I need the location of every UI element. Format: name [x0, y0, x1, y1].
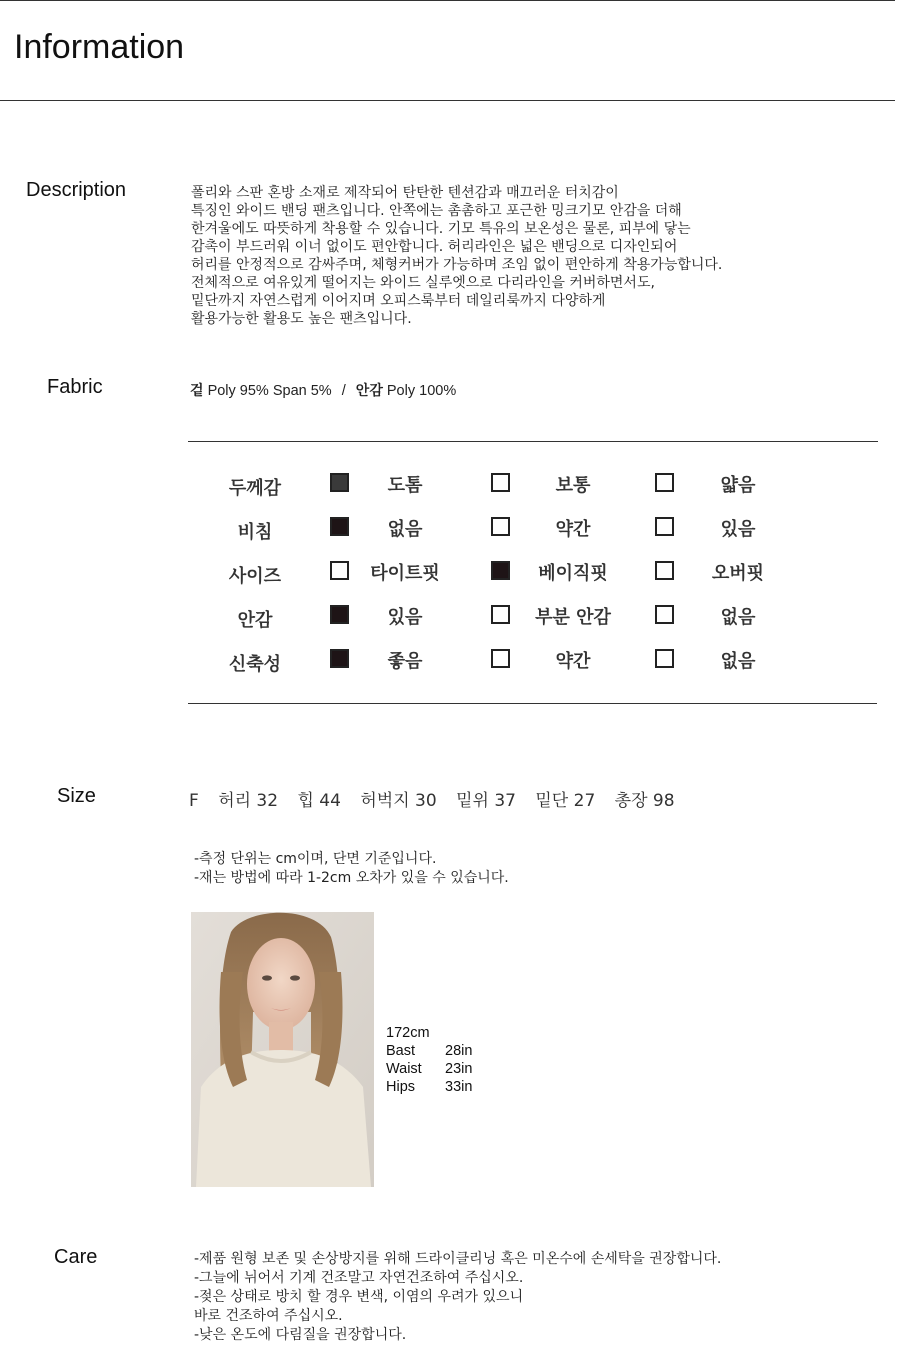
- page-title: Information: [14, 28, 185, 66]
- fabric-label: Fabric: [47, 376, 103, 398]
- spec-option-label: 타이트핏: [370, 563, 440, 584]
- spec-row-label: 안감: [237, 610, 273, 631]
- fabric-outer-value: Poly 95% Span 5%: [207, 383, 332, 399]
- spec-row-label: 신축성: [228, 654, 282, 675]
- checkbox-unchecked: [655, 517, 674, 536]
- description-line: 허리를 안정적으로 감싸주며, 체형커버가 가능하며 조임 없이 편안하게 착용가능합니다.: [191, 257, 723, 273]
- model-stat-key: Waist: [386, 1061, 422, 1077]
- checkbox-unchecked: [491, 517, 510, 536]
- spec-row-label: 사이즈: [228, 566, 282, 587]
- size-label: Size: [57, 785, 96, 807]
- care-line: 바로 건조하여 주십시오.: [194, 1308, 343, 1324]
- description-line: 활용가능한 활용도 높은 팬츠입니다.: [191, 311, 412, 327]
- title-divider: [0, 100, 895, 101]
- fabric-separator: /: [341, 383, 346, 399]
- size-measurement: 허벅지 30: [360, 791, 437, 811]
- size-note: -재는 방법에 따라 1-2cm 오차가 있을 수 있습니다.: [194, 870, 509, 886]
- care-line: -낮은 온도에 다림질을 권장합니다.: [194, 1327, 407, 1343]
- spec-row: [0, 471, 907, 501]
- spec-option-label: 도톰: [387, 475, 423, 496]
- size-measurements: [189, 786, 689, 811]
- model-stat-key: Bast: [386, 1043, 416, 1059]
- spec-row: [0, 559, 907, 589]
- description-line: 감촉이 부드러워 이너 없이도 편안합니다. 허리라인은 넓은 밴딩으로 디자인되어: [191, 239, 678, 255]
- fabric-lining-value: Poly 100%: [386, 383, 457, 399]
- model-stat-value: 28in: [445, 1043, 473, 1059]
- model-stat-key: Hips: [386, 1079, 416, 1095]
- model-stat: [386, 1078, 472, 1096]
- care-line: -그늘에 뉘어서 기계 건조말고 자연건조하여 주십시오.: [194, 1270, 524, 1286]
- description-label: Description: [26, 179, 127, 201]
- checkbox-unchecked: [491, 649, 510, 668]
- model-info: [386, 1024, 472, 1096]
- spec-option-label: 없음: [720, 607, 756, 628]
- description-text: [191, 184, 722, 328]
- spec-row: [0, 603, 907, 633]
- model-height: 172cm: [386, 1025, 430, 1041]
- care-label: Care: [54, 1246, 98, 1268]
- spec-row: [0, 647, 907, 677]
- spec-option-label: 보통: [555, 475, 591, 496]
- model-stat: [386, 1060, 472, 1078]
- spec-option-label: 약간: [555, 519, 591, 540]
- checkbox-checked: [491, 561, 510, 580]
- checkbox-unchecked: [655, 649, 674, 668]
- spec-option-label: 부분 안감: [535, 607, 611, 628]
- checkbox-unchecked: [491, 473, 510, 492]
- model-stat-value: 33in: [445, 1079, 473, 1095]
- checkbox-unchecked: [655, 561, 674, 580]
- spec-row: [0, 515, 907, 545]
- fabric-outer-label: 겉: [190, 383, 204, 399]
- checkbox-unchecked: [491, 605, 510, 624]
- checkbox-unchecked: [655, 473, 674, 492]
- description-line: 특징인 와이드 밴딩 팬츠입니다. 안쪽에는 촘촘하고 포근한 밍크기모 안감을 더해: [191, 203, 682, 219]
- spec-option-label: 있음: [387, 607, 423, 628]
- size-measurement: 총장 98: [614, 791, 675, 811]
- care-line: -제품 원형 보존 및 손상방지를 위해 드라이클리닝 혹은 미온수에 손세탁을 권장합니다.: [194, 1251, 722, 1267]
- size-measurement: 힙 44: [297, 791, 341, 811]
- checkbox-unchecked: [655, 605, 674, 624]
- size-notes: [194, 850, 509, 888]
- size-measurement: 밑위 37: [456, 791, 516, 811]
- description-line: 폴리와 스판 혼방 소재로 제작되어 탄탄한 텐션감과 매끄러운 터치감이: [191, 185, 619, 201]
- model-photo-illustration: [191, 912, 374, 1187]
- spec-row-label: 비침: [237, 522, 273, 543]
- spec-option-label: 없음: [720, 651, 756, 672]
- model-stat: [386, 1042, 472, 1060]
- spec-option-label: 좋음: [387, 651, 423, 672]
- spec-option-label: 약간: [555, 651, 591, 672]
- size-measurement: F: [189, 791, 199, 811]
- description-line: 전체적으로 여유있게 떨어지는 와이드 실루엣으로 다리라인을 커버하면서도,: [191, 275, 655, 291]
- spec-table-top-rule: [188, 441, 878, 442]
- top-border: [0, 0, 895, 1]
- size-measurement: 밑단 27: [535, 791, 596, 811]
- spec-option-label: 오버핏: [711, 563, 765, 584]
- model-photo: [191, 912, 374, 1187]
- description-line: 밑단까지 자연스럽게 이어지며 오피스룩부터 데일리룩까지 다양하게: [191, 293, 606, 309]
- size-measurement: 허리 32: [218, 791, 279, 811]
- spec-option-label: 있음: [720, 519, 756, 540]
- care-text: [194, 1250, 721, 1345]
- spec-table-bottom-rule: [188, 703, 877, 704]
- fabric-composition: [190, 380, 456, 400]
- spec-option-label: 얇음: [720, 475, 756, 496]
- description-line: 한겨울에도 따뜻하게 착용할 수 있습니다. 기모 특유의 보온성은 물론, 피부에 닿는: [191, 221, 691, 237]
- model-stat-value: 23in: [445, 1061, 473, 1077]
- spec-option-label: 베이직핏: [538, 563, 608, 584]
- size-note: -측정 단위는 cm이며, 단면 기준입니다.: [194, 851, 437, 867]
- spec-option-label: 없음: [387, 519, 423, 540]
- care-line: -젖은 상태로 방치 할 경우 변색, 이염의 우려가 있으니: [194, 1289, 524, 1305]
- fabric-lining-label: 안감: [355, 383, 383, 399]
- spec-row-label: 두께감: [228, 478, 282, 499]
